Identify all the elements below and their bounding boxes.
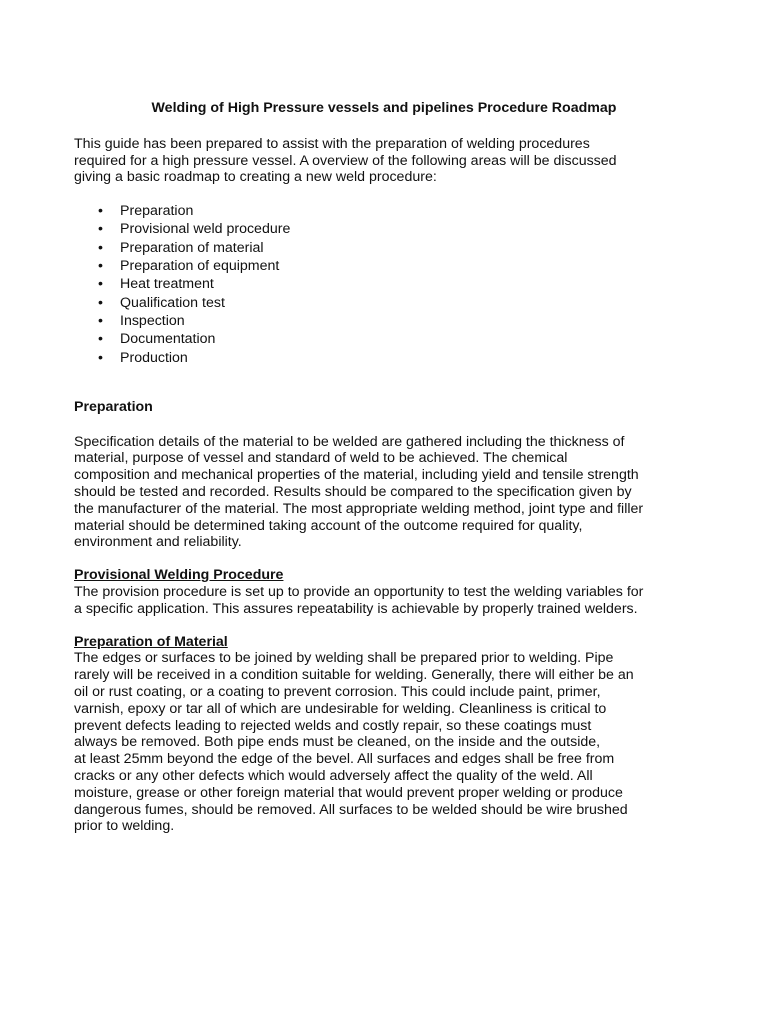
list-item-label: Production [120,349,188,366]
section-heading: Provisional Welding Procedure [74,567,284,584]
bullet-icon: • [98,203,103,220]
list-item [98,257,694,275]
list-item [98,312,694,330]
list-item [98,202,694,220]
bullet-icon: • [98,221,103,238]
list-item [98,330,694,348]
section-body: The provision procedure is set up to provide an opportunity to test the welding variables for a specific application. This assures repeatability is achievable by properly trained welders. [74,584,644,617]
document-title: Welding of High Pressure vessels and pipelines Procedure Roadmap [151,100,617,116]
section-preparation-of-material [74,634,694,836]
bullet-icon: • [98,239,103,256]
bullet-icon: • [98,276,103,293]
intro-paragraph: This guide has been prepared to assist with the preparation of welding procedures required for a high pressure vessel. A overview of the following areas will be discussed giving a basic roadmap to creating a new weld procedure: [74,135,617,186]
section-heading: Preparation of Material [74,633,228,650]
section-provisional-welding-procedure [74,567,694,617]
list-item [98,294,694,312]
bullet-icon: • [98,349,103,366]
topic-list [74,202,694,367]
list-item-label: Preparation [120,203,194,220]
list-item [98,239,694,257]
section-body: The edges or surfaces to be joined by welding shall be prepared prior to welding. Pipe rarely will be received in a condition suitable for welding. Generally, there will either be an oil or rust coating, or a coating to prevent corrosion. This could include paint, primer, varnish, epoxy or tar all of which are undesirable for welding. Cleanliness is critical to prevent defects leading to rejected welds and costly repair, so these coatings must always be removed. Both pipe ends must be cleaned, on the inside and the outside, at least 25mm beyond the edge of the bevel. All surfaces and edges shall be free from cracks or any other defects which would adversely affect the quality of the weld. All moisture, grease or other foreign material that would prevent proper welding or produce dangerous fumes, should be removed. All surfaces to be welded should be wire brushed prior to welding. [74,650,634,835]
section-preparation [74,399,694,551]
list-item-label: Heat treatment [120,276,214,293]
section-body: Specification details of the material to be welded are gathered including the thickness of material, purpose of vessel and standard of weld to be achieved. The chemical composition and mechanical properties of the material, including yield and tensile strength should be tested and recorded. Results should be compared to the specification given by the manufacturer of the material. The most appropriate welding method, joint type and filler material should be determined taking account of the outcome required for quality, environment and reliability. [74,433,644,551]
list-item [98,220,694,238]
list-item-label: Provisional weld procedure [120,221,291,238]
list-item-label: Inspection [120,312,185,329]
list-item-label: Preparation of equipment [120,258,280,275]
bullet-icon: • [98,294,103,311]
section-heading: Preparation [74,398,153,415]
list-item [98,275,694,293]
list-item-label: Documentation [120,331,216,348]
bullet-icon: • [98,312,103,329]
list-item [98,349,694,367]
bullet-icon: • [98,258,103,275]
list-item-label: Qualification test [120,294,225,311]
bullet-icon: • [98,331,103,348]
list-item-label: Preparation of material [120,239,264,256]
